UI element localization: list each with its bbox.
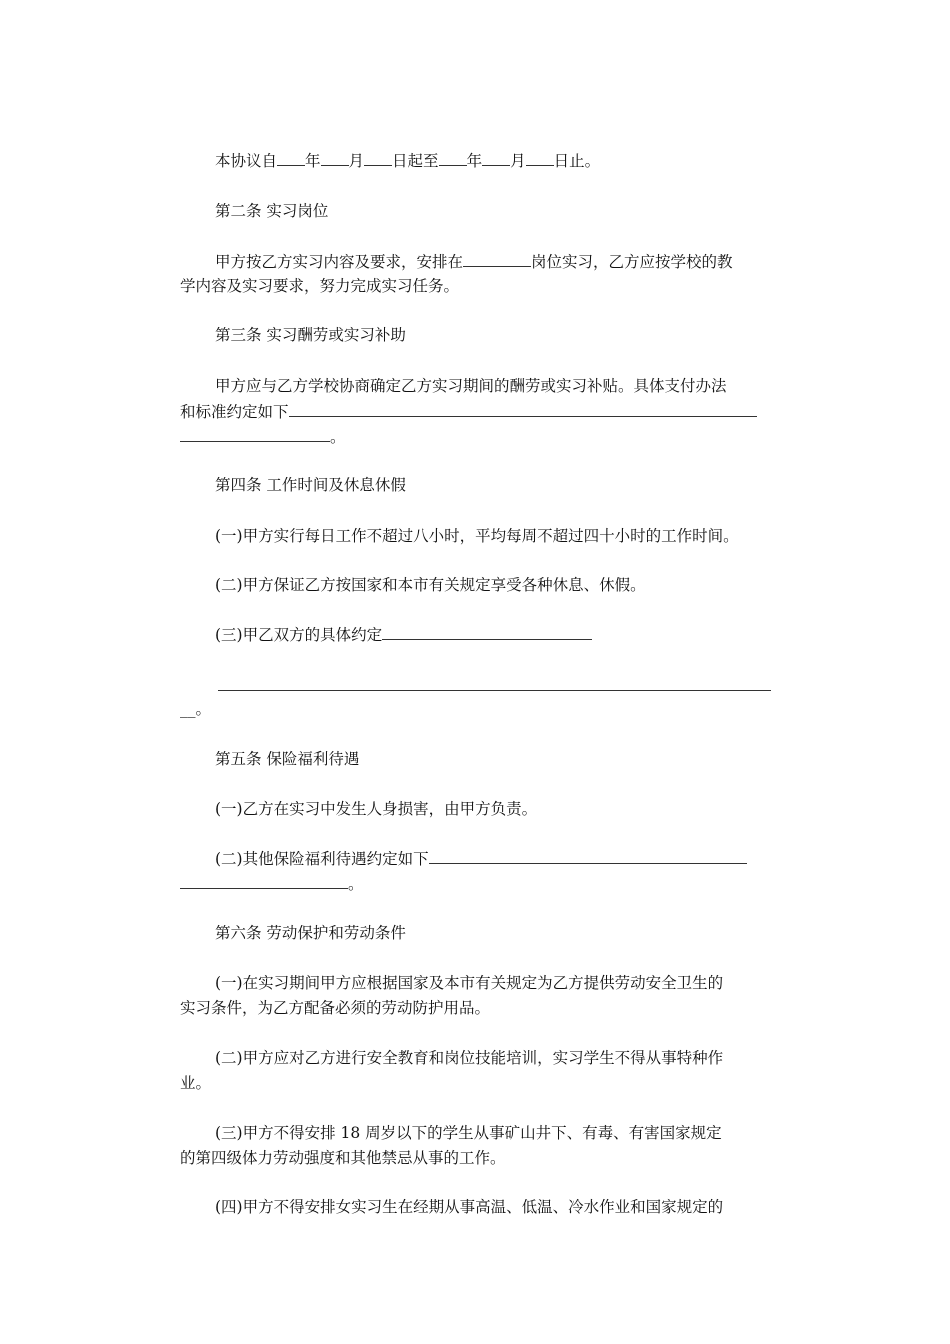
text-segment: 岗位实习，乙方应按学校的教 (531, 253, 733, 271)
article-3-line-3 (180, 424, 346, 450)
article-2-line-2: 学内容及实习要求，努力完成实习任务。 (180, 277, 460, 295)
text-segment: 月 (510, 152, 526, 170)
text-segment: 本协议自 (215, 152, 278, 170)
article-3-line-2 (180, 399, 757, 425)
blank-day-start (364, 148, 392, 166)
text-segment: 年 (305, 152, 321, 170)
blank-specific-agreement (382, 622, 592, 640)
article-4-title: 第四条 工作时间及休息休假 (215, 476, 406, 494)
article-5-title: 第五条 保险福利待遇 (215, 750, 360, 768)
article-5-item-2 (215, 846, 747, 872)
agreement-period-line (215, 148, 600, 174)
blank-year-start (277, 148, 305, 166)
blank-position (463, 249, 531, 267)
text-segment: 。 (330, 428, 346, 446)
text-segment: 。 (348, 875, 364, 893)
article-2-title: 第二条 实习岗位 (215, 202, 329, 220)
article-6-item-1-line-1: (一)在实习期间甲方应根据国家及本市有关规定为乙方提供劳动安全卫生的 (215, 974, 724, 992)
article-4-item-3-end: __。 (180, 700, 212, 718)
blank-year-end (439, 148, 467, 166)
article-6-item-3-line-2: 的第四级体力劳动强度和其他禁忌从事的工作。 (180, 1149, 506, 1167)
article-5-item-1: (一)乙方在实习中发生人身损害，由甲方负责。 (215, 800, 538, 818)
blank-month-start (321, 148, 349, 166)
article-4-item-1: (一)甲方实行每日工作不超过八小时，平均每周不超过四十小时的工作时间。 (215, 527, 739, 545)
article-3-title: 第三条 实习酬劳或实习补助 (215, 326, 406, 344)
blank-agreement-line (218, 690, 771, 691)
text-segment: 月 (348, 152, 365, 170)
blank-day-end (526, 148, 554, 166)
article-5-item-2-end (180, 871, 364, 897)
article-6-item-3-line-1: (三)甲方不得安排 18 周岁以下的学生从事矿山井下、有毒、有害国家规定 (215, 1124, 722, 1142)
text-segment: 和标准约定如下 (180, 403, 289, 421)
article-3-line-1: 甲方应与乙方学校协商确定乙方实习期间的酬劳或实习补贴。具体支付办法 (215, 377, 727, 395)
text-segment: (三)甲乙双方的具体约定 (215, 626, 383, 644)
blank-welfare-terms (429, 846, 747, 864)
blank-payment-terms (289, 399, 757, 417)
blank-payment-terms-cont (180, 424, 330, 442)
article-2-line-1 (215, 249, 733, 275)
article-6-item-4-line-1: (四)甲方不得安排女实习生在经期从事高温、低温、冷水作业和国家规定的 (215, 1198, 724, 1216)
blank-welfare-terms-cont (180, 871, 348, 889)
text-segment: 甲方按乙方实习内容及要求，安排在 (215, 253, 464, 271)
article-6-title: 第六条 劳动保护和劳动条件 (215, 924, 406, 942)
blank-month-end (482, 148, 510, 166)
article-4-item-2: (二)甲方保证乙方按国家和本市有关规定享受各种休息、休假。 (215, 576, 646, 594)
article-6-item-1-line-2: 实习条件，为乙方配备必须的劳动防护用品。 (180, 999, 491, 1017)
article-6-item-2-line-1: (二)甲方应对乙方进行安全教育和岗位技能培训，实习学生不得从事特种作 (215, 1049, 724, 1067)
text-segment: (二)其他保险福利待遇约定如下 (215, 850, 429, 868)
text-segment: 日起至 (392, 152, 439, 170)
text-segment: 年 (466, 152, 483, 170)
article-6-item-2-line-2: 业。 (180, 1074, 212, 1092)
text-segment: 日止。 (553, 152, 601, 170)
article-4-item-3 (215, 622, 592, 648)
